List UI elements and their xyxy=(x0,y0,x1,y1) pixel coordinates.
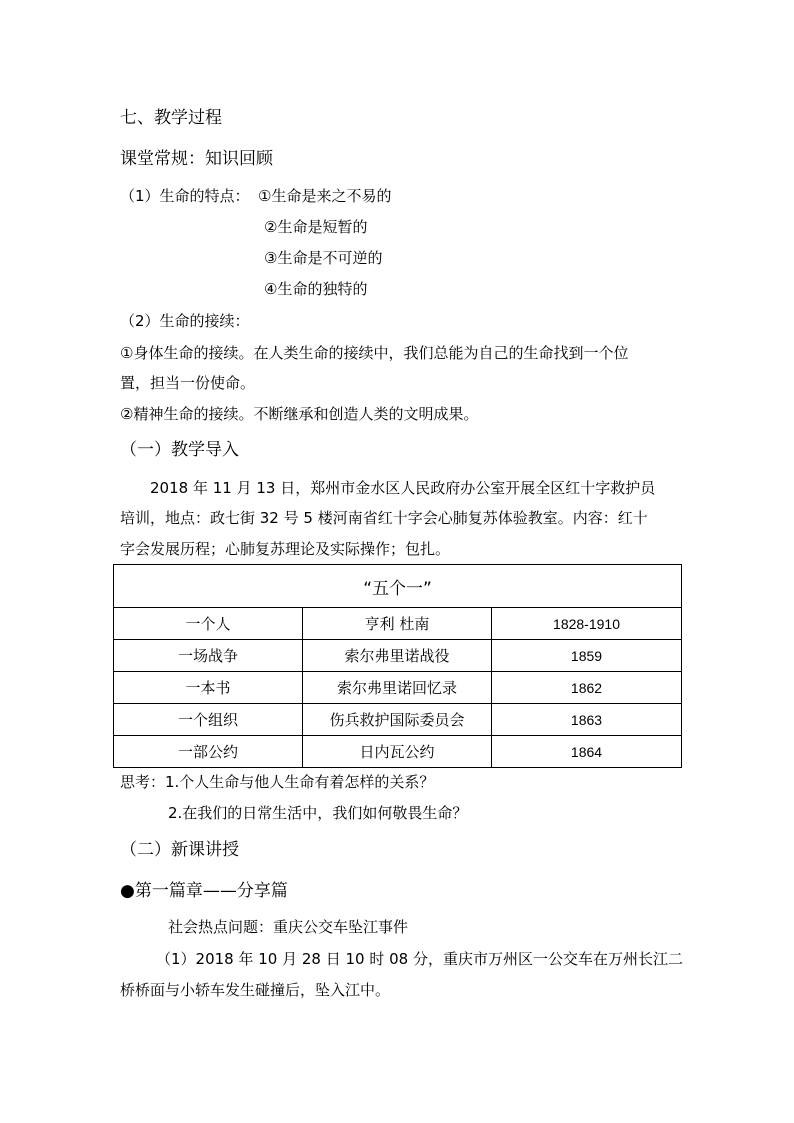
routine-heading: 课堂常规：知识回顾 xyxy=(120,149,273,169)
intro-paragraph-line: 培训，地点：政七街 32 号 5 楼河南省红十字会心肺复苏体验教室。内容：红十 xyxy=(120,509,648,527)
table-row xyxy=(114,672,682,704)
table-cell: 索尔弗里诺战役 xyxy=(303,640,492,672)
news-paragraph-line: （1）2018 年 10 月 28 日 10 时 08 分，重庆市万州区一公交车在万州长江二 xyxy=(156,950,683,968)
intro-paragraph-line: 2018 年 11 月 13 日，郑州市金水区人民政府办公室开展全区红十字救护员 xyxy=(150,479,656,497)
table-cell: 一个组织 xyxy=(114,704,303,736)
table-cell: 1863 xyxy=(492,704,682,736)
life-feature-item: ②生命是短暂的 xyxy=(264,218,368,236)
table-cell: 日内瓦公约 xyxy=(303,736,492,768)
life-feature-item: ④生命的独特的 xyxy=(264,280,368,298)
section-title: 七、教学过程 xyxy=(120,108,222,128)
table-cell: 一个人 xyxy=(114,608,303,640)
table-title-row xyxy=(114,565,682,608)
life-features-label: （1）生命的特点： xyxy=(120,187,250,205)
think-question-1: 思考：1.个人生命与他人生命有着怎样的关系？ xyxy=(120,773,435,791)
life-feature-item: ①生命是来之不易的 xyxy=(258,187,392,205)
five-ones-table xyxy=(113,564,682,768)
new-lesson-title: （二）新课讲授 xyxy=(120,840,239,860)
table-cell: 一本书 xyxy=(114,672,303,704)
spirit-continuation-line: ②精神生命的接续。不断继承和创造人类的文明成果。 xyxy=(120,405,479,423)
table-cell: 1859 xyxy=(492,640,682,672)
table-row xyxy=(114,640,682,672)
intro-title: （一）教学导入 xyxy=(120,440,239,460)
table-row xyxy=(114,736,682,768)
table-cell: 亨利 杜南 xyxy=(303,608,492,640)
news-paragraph-line: 桥桥面与小轿车发生碰撞后，坠入江中。 xyxy=(120,981,391,999)
chapter-heading: ●第一篇章——分享篇 xyxy=(120,881,288,901)
life-feature-item: ③生命是不可逆的 xyxy=(264,249,383,267)
table-cell: 1862 xyxy=(492,672,682,704)
table-cell: 伤兵救护国际委员会 xyxy=(303,704,492,736)
table-cell: 索尔弗里诺回忆录 xyxy=(303,672,492,704)
body-continuation-line: 置，担当一份使命。 xyxy=(120,374,256,392)
table-cell: 一场战争 xyxy=(114,640,303,672)
table-row xyxy=(114,704,682,736)
life-continuation-label: （2）生命的接续： xyxy=(120,312,250,330)
table-cell: 一部公约 xyxy=(114,736,303,768)
intro-paragraph-line: 字会发展历程；心肺复苏理论及实际操作；包扎。 xyxy=(120,540,451,558)
table-row xyxy=(114,608,682,640)
table-cell: 1864 xyxy=(492,736,682,768)
table-cell: 1828-1910 xyxy=(492,608,682,640)
hot-topic: 社会热点问题：重庆公交车坠江事件 xyxy=(168,918,409,936)
body-continuation-line: ①身体生命的接续。在人类生命的接续中，我们总能为自己的生命找到一个位 xyxy=(120,344,629,362)
table-title: “五个一” xyxy=(114,565,682,608)
think-question-2: 2.在我们的日常生活中，我们如何敬畏生命？ xyxy=(168,804,468,822)
